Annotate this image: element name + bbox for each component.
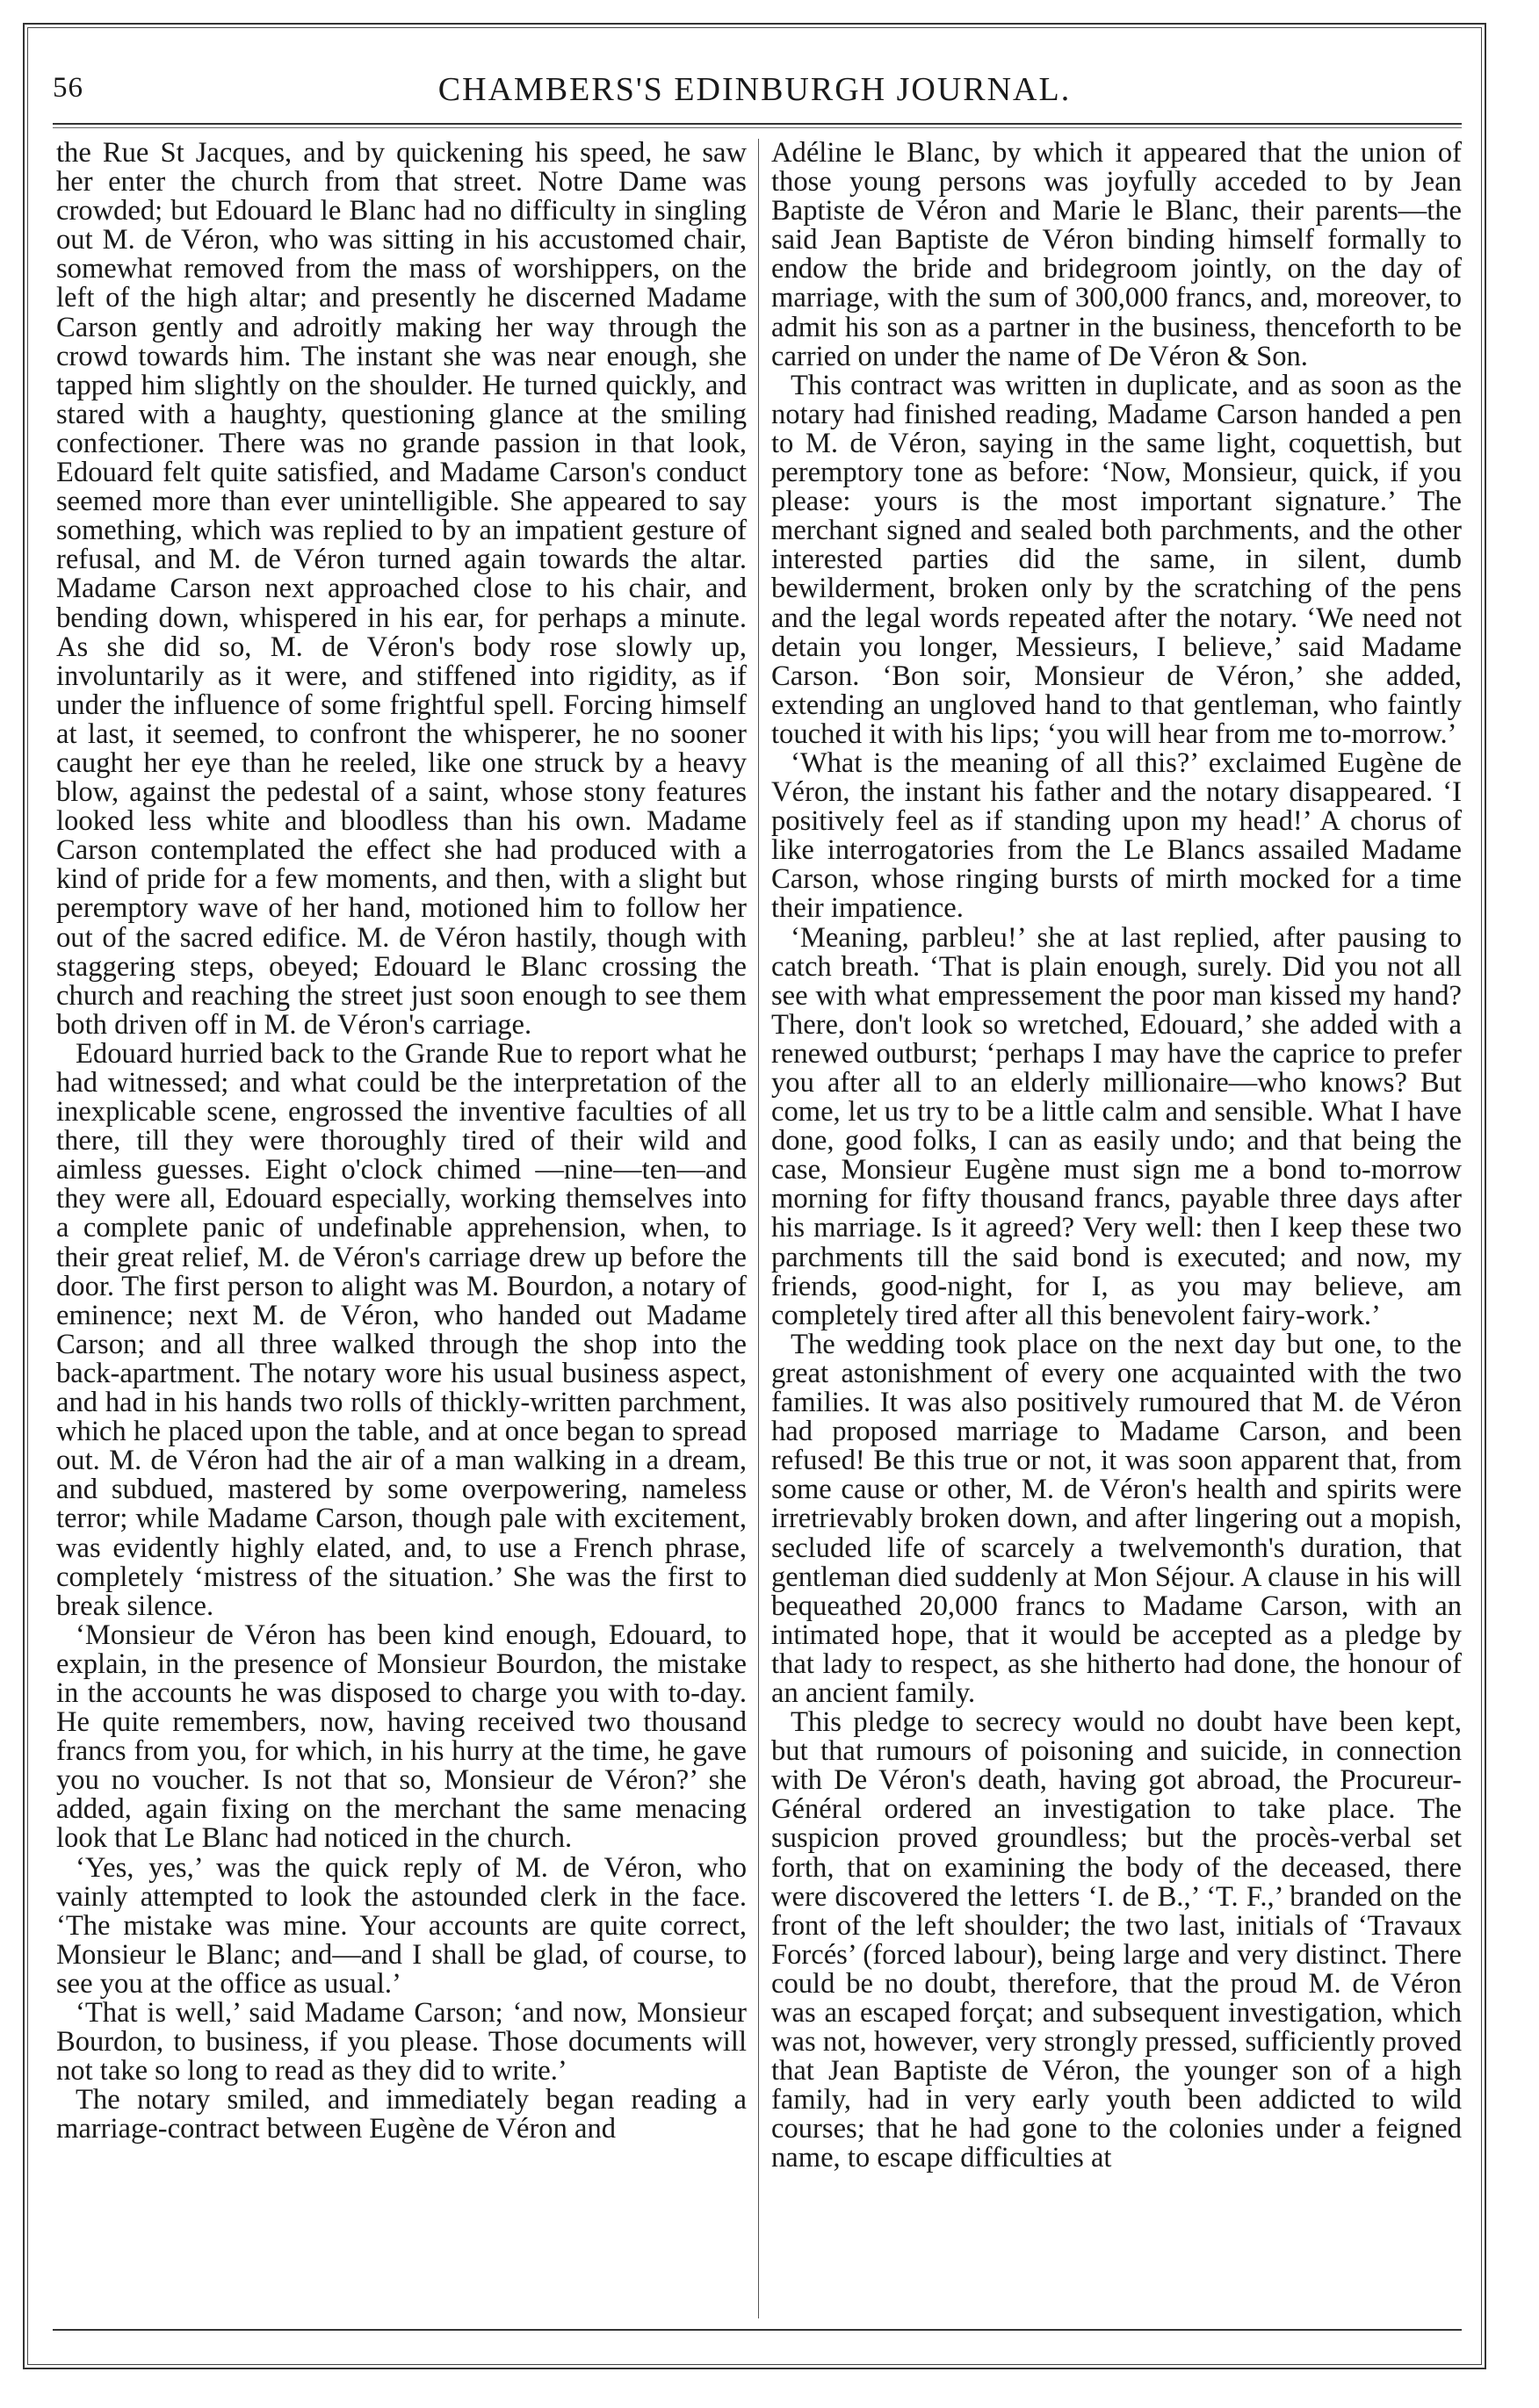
- header-rule: [53, 123, 1462, 125]
- paragraph: The wedding took place on the next day but one, to the great astonishment of every one acquainted with the two families. It was also positively rumoured that M. de Véron had proposed marriage to Madame Carson, and been refused! Be this true or not, it was soon apparent that, from some cause or other, M. de Véron's health and spirits were irretrievably broken down, and after lingering out a mopish, secluded life of scarcely a twelvemonth's duration, that gentleman died suddenly at Mon Séjour. A clause in his will bequeathed 20,000 francs to Madame Carson, with an intimated hope, that it would be accepted as a pledge by that lady to respect, as she hitherto had done, the honour of an ancient family.: [771, 1328, 1462, 1709]
- footer-rule: [53, 2329, 1462, 2331]
- paragraph: ‘What is the meaning of all this?’ exclaimed Eugène de Véron, the instant his father and the notary disappeared. ‘I positively feel as if standing upon my head!’ A chorus of like interrogatories from the Le Blancs assailed Madame Carson, whose ringing bursts of mirth mocked for a time their impatience.: [771, 746, 1462, 925]
- column-separator: [758, 139, 759, 2318]
- paragraph: Edouard hurried back to the Grande Rue to report what he had witnessed; and what could be the interpretation of the inexplicable scene, engrossed the inventive faculties of all there, till they were thoroughly tired of their wild and aimless guesses. Eight o'clock chimed —nine—ten—and they were all, Edouard especially, working themselves into a complete panic of undefinable apprehension, when, to their great relief, M. de Véron's carriage drew up before the door. The first person to alight was M. Bourdon, a notary of eminence; next M. de Véron, who handed out Madame Carson; and all three walked through the shop into the back-apartment. The notary wore his usual business aspect, and had in his hands two rolls of thickly-written parchment, which he placed upon the table, and at once began to spread out. M. de Véron had the air of a man walking in a dream, and subdued, mastered by some overpowering, nameless terror; while Madame Carson, though pale with excitement, was evidently highly elated, and, to use a French phrase, completely ‘mistress of the situation.’ She was the first to break silence.: [56, 1037, 747, 1622]
- page-number: 56: [53, 72, 83, 104]
- right-column: [771, 139, 1462, 2317]
- paragraph: This pledge to secrecy would no doubt have been kept, but that rumours of poisoning and suicide, in connection with De Véron's death, having got abroad, the Procureur-Général ordered an investigation to take place. The suspicion proved groundless; but the procès-verbal set forth, that on examining the body of the deceased, there were discovered the letters ‘I. de B.,’ ‘T. F.,’ branded on the front of the left shoulder; the two last, initials of ‘Travaux Forcés’ (forced labour), being large and very distinct. There could be no doubt, therefore, that the proud M. de Véron was an escaped forçat; and subsequent investigation, which was not, however, very strongly pressed, sufficiently proved that Jean Baptiste de Véron, the younger son of a high family, had in very early youth been addicted to wild courses; that he had gone to the colonies under a feigned name, to escape difficulties at: [771, 1706, 1462, 2174]
- paragraph: Adéline le Blanc, by which it appeared that the union of those young persons was joyfully acceded to by Jean Baptiste de Véron and Marie le Blanc, their parents—the said Jean Baptiste de Véron binding himself formally to endow the bride and bridegroom jointly, on the day of marriage, with the sum of 300,000 francs, and, moreover, to admit his son as a partner in the business, thenceforth to be carried on under the name of De Véron & Son.: [771, 137, 1462, 372]
- paragraph: ‘Meaning, parbleu!’ she at last replied, after pausing to catch breath. ‘That is plain enough, surely. Did you not all see with what empressement the poor man kissed my hand? There, don't look so wretched, Edouard,’ she added with a renewed outburst; ‘perhaps I may have the caprice to prefer you after all to an elderly millionaire—who knows? But come, let us try to be a little calm and sensible. What I have done, good folks, I can as easily undo; and that being the case, Monsieur Eugène must sign me a bond to-morrow morning for fifty thousand francs, payable three days after his marriage. Is it agreed? Very well: then I keep these two parchments till the said bond is executed; and now, my friends, good-night, for I, as you may believe, am completely tired after all this benevolent fairy-work.’: [771, 921, 1462, 1331]
- paragraph: The notary smiled, and immediately began reading a marriage-contract between Eugène de Véron and: [56, 2084, 747, 2145]
- page-header: [53, 65, 1456, 119]
- paragraph: the Rue St Jacques, and by quickening his speed, he saw her enter the church from that street. Notre Dame was crowded; but Edouard le Blanc had no difficulty in singling out M. de Véron, who was sitting in his accustomed chair, somewhat removed from the mass of worshippers, on the left of the high altar; and presently he discerned Madame Carson gently and adroitly making her way through the crowd towards him. The instant she was near enough, she tapped him slightly on the shoulder. He turned quickly, and stared with a haughty, questioning glance at the smiling confectioner. There was no grande passion in that look, Edouard felt quite satisfied, and Madame Carson's conduct seemed more than ever unintelligible. She appeared to say something, which was replied to by an impatient gesture of refusal, and M. de Véron turned again towards the altar. Madame Carson next approached close to his chair, and bending down, whispered in his ear, for perhaps a minute. As she did so, M. de Véron's body rose slowly up, involuntarily as it were, and stiffened into rigidity, as if under the influence of some frightful spell. Forcing himself at last, it seemed, to confront the whisperer, he no sooner caught her eye than he reeled, like one struck by a heavy blow, against the pedestal of a saint, whose stony features looked less white and bloodless than his own. Madame Carson contemplated the effect she had produced with a kind of pride for a few moments, and then, with a slight but peremptory wave of her hand, motioned him to follow her out of the sacred edifice. M. de Véron hastily, though with staggering steps, obeyed; Edouard le Blanc crossing the church and reaching the street just soon enough to see them both driven off in M. de Véron's carriage.: [56, 137, 747, 1041]
- paragraph: ‘That is well,’ said Madame Carson; ‘and now, Monsieur Bourdon, to business, if you please. Those documents will not take so long to read as they did to write.’: [56, 1997, 747, 2087]
- paragraph: This contract was written in duplicate, and as soon as the notary had finished reading, Madame Carson handed a pen to M. de Véron, saying in the same light, coquettish, but peremptory tone as before: ‘Now, Monsieur, quick, if you please: yours is the most important signature.’ The merchant signed and sealed both parchments, and the other interested parties did the same, in silent, dumb bewilderment, broken only by the scratching of the pens and the legal words repeated after the notary. ‘We need not detain you longer, Messieurs, I believe,’ said Madame Carson. ‘Bon soir, Monsieur de Véron,’ she added, extending an ungloved hand to that gentleman, who faintly touched it with his lips; ‘you will hear from me to-morrow.’: [771, 369, 1462, 750]
- journal-title: CHAMBERS'S EDINBURGH JOURNAL.: [437, 71, 1072, 108]
- header-rule-thin: [53, 127, 1462, 128]
- paragraph: ‘Yes, yes,’ was the quick reply of M. de Véron, who vainly attempted to look the astounded clerk in the face. ‘The mistake was mine. Your accounts are quite correct, Monsieur le Blanc; and—and I shall be glad, of course, to see you at the office as usual.’: [56, 1851, 747, 2000]
- left-column: [56, 139, 747, 2317]
- paragraph: ‘Monsieur de Véron has been kind enough, Edouard, to explain, in the presence of Monsieur Bourdon, the mistake in the accounts he was disposed to charge you with to-day. He quite remembers, now, having received two thousand francs from you, for which, in his hurry at the time, he gave you no voucher. Is not that so, Monsieur de Véron?’ she added, again fixing on the merchant the same menacing look that Le Blanc had noticed in the church.: [56, 1619, 747, 1855]
